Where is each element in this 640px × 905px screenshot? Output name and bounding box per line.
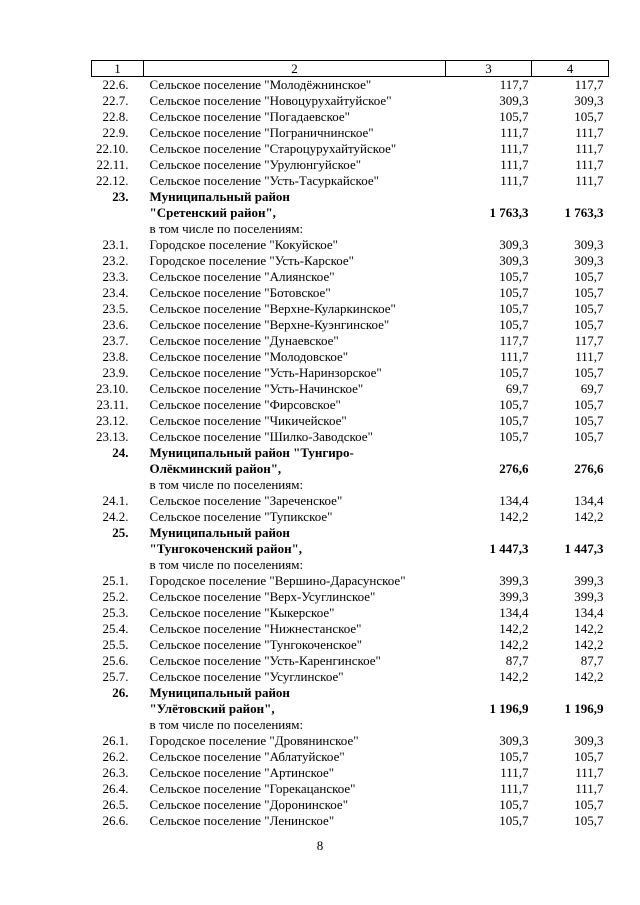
row-number: 25.5. [102,637,129,652]
row-value-col3 [446,525,532,541]
row-value-col4: 309,3 [574,237,604,252]
row-value-col3: 1 196,9 [489,701,529,716]
row-value-col4 [532,221,609,237]
row-value-col4: 117,7 [574,333,604,348]
row-number: 25.7. [102,669,129,684]
row-number [92,701,144,717]
row-name: Сельское поселение "Усть-Начинское" [149,381,364,396]
table-row [92,397,609,413]
district-row [92,189,609,205]
row-number: 25. [112,525,129,540]
row-value-col3 [446,685,532,701]
row-name: "Тунгокоченский район", [149,541,303,556]
row-name: Сельское поселение "Тунгокоченское" [149,637,363,652]
row-name: Сельское поселение "Нижнестанское" [149,621,362,636]
row-name: Сельское поселение "Ботовское" [149,285,331,300]
table-row [92,141,609,157]
row-value-col4 [532,717,609,733]
row-value-col3: 142,2 [499,669,529,684]
row-value-col4: 117,7 [574,77,604,92]
row-value-col4: 111,7 [575,765,604,780]
row-name: Сельское поселение "Усуглинское" [149,669,344,684]
row-value-col3: 309,3 [499,733,529,748]
table-row [92,381,609,397]
district-row [92,525,609,541]
row-value-col3: 111,7 [500,765,529,780]
subheading-row [92,717,609,733]
row-name: Городское поселение "Вершино-Дарасунское" [149,573,406,588]
row-number: 22.7. [102,93,129,108]
table-row [92,669,609,685]
row-name: Сельское поселение "Горекацанское" [149,781,356,796]
district-row [92,205,609,221]
row-value-col4: 105,7 [574,749,604,764]
row-number: 23.9. [102,365,129,380]
table-row [92,93,609,109]
row-number [92,717,144,733]
table-row [92,125,609,141]
row-value-col3: 399,3 [499,573,529,588]
row-number: 26.6. [102,813,129,828]
table-row [92,173,609,189]
table-row [92,333,609,349]
row-value-col3: 105,7 [499,285,529,300]
row-value-col4: 105,7 [574,317,604,332]
row-name: Сельское поселение "Артинское" [149,765,335,780]
table-row [92,301,609,317]
row-name: Муниципальный район [149,685,290,700]
row-value-col3: 142,2 [499,621,529,636]
row-name: Сельское поселение "Новоцурухайтуйское" [149,93,392,108]
row-number: 22.12. [96,173,129,188]
district-row [92,685,609,701]
row-value-col4: 1 763,3 [564,205,604,220]
table-row [92,413,609,429]
row-name: Сельское поселение "Усть-Наринзорское" [149,365,382,380]
row-value-col4: 134,4 [574,493,604,508]
row-value-col3: 111,7 [500,157,529,172]
table-row [92,493,609,509]
row-number: 24.2. [102,509,129,524]
row-number: 23.1. [102,237,129,252]
row-value-col4: 105,7 [574,109,604,124]
table-body [92,61,609,830]
table-row [92,733,609,749]
table-row [92,509,609,525]
row-value-col4: 309,3 [574,93,604,108]
row-number: 24. [112,445,129,460]
row-number: 23.11. [96,397,129,412]
row-value-col3: 142,2 [499,509,529,524]
table-row [92,781,609,797]
budget-table [91,60,609,829]
row-value-col3: 111,7 [500,173,529,188]
row-number: 25.6. [102,653,129,668]
row-value-col4 [532,557,609,573]
table-row [92,237,609,253]
row-value-col4: 87,7 [580,653,604,668]
row-number: 23.4. [102,285,129,300]
row-value-col4: 69,7 [580,381,604,396]
row-number [92,541,144,557]
row-name: Сельское поселение "Доронинское" [149,797,348,812]
row-value-col3: 111,7 [500,349,529,364]
row-number: 23.6. [102,317,129,332]
table-row [92,653,609,669]
row-name: Сельское поселение "Молодёжнинское" [149,77,372,92]
document-page [91,60,608,829]
row-number: 26.1. [102,733,129,748]
row-value-col4: 309,3 [574,733,604,748]
row-value-col3: 105,7 [499,317,529,332]
row-name: Сельское поселение "Шилко-Заводское" [149,429,373,444]
row-value-col3: 105,7 [499,301,529,316]
row-number: 22.11. [96,157,129,172]
row-value-col3: 105,7 [499,365,529,380]
row-value-col4: 142,2 [574,637,604,652]
row-name: Сельское поселение "Погадаевское" [149,109,350,124]
subheading-row [92,477,609,493]
row-name: Городское поселение "Усть-Карское" [149,253,354,268]
row-number: 22.9. [102,125,129,140]
row-name: Сельское поселение "Тупикское" [149,509,333,524]
row-value-col4 [532,525,609,541]
row-value-col3: 134,4 [499,605,529,620]
row-name: в том числе по поселениям: [149,221,304,236]
row-value-col3 [446,477,532,493]
row-value-col4: 111,7 [575,173,604,188]
row-value-col4: 111,7 [575,781,604,796]
header-cell-3: 3 [446,61,532,77]
row-value-col3 [446,557,532,573]
row-value-col4: 142,2 [574,621,604,636]
district-row [92,541,609,557]
row-value-col3: 87,7 [505,653,529,668]
row-name: Олёкминский район", [149,461,282,476]
row-name: Сельское поселение "Усть-Тасуркайское" [149,173,379,188]
header-cell-2: 2 [144,61,446,77]
row-value-col4: 142,2 [574,669,604,684]
table-row [92,349,609,365]
row-name: в том числе по поселениям: [149,477,304,492]
row-value-col4: 1 447,3 [564,541,604,556]
row-value-col4 [532,685,609,701]
row-number: 23.12. [96,413,129,428]
row-number: 25.1. [102,573,129,588]
table-row [92,637,609,653]
table-row [92,269,609,285]
row-number: 23.8. [102,349,129,364]
row-name: Сельское поселение "Староцурухайтуйское" [149,141,397,156]
row-value-col3: 117,7 [499,333,529,348]
table-row [92,573,609,589]
row-value-col3: 309,3 [499,93,529,108]
row-name: Сельское поселение "Верхне-Куэнгинское" [149,317,390,332]
header-cell-4: 4 [532,61,609,77]
row-number: 26.2. [102,749,129,764]
row-name: Сельское поселение "Пограничнинское" [149,125,374,140]
row-value-col4: 399,3 [574,573,604,588]
row-number: 22.6. [102,77,129,92]
row-value-col4 [532,445,609,461]
row-value-col3: 1 447,3 [489,541,529,556]
row-value-col3 [446,717,532,733]
row-number: 22.10. [96,141,129,156]
row-number: 23.13. [96,429,129,444]
row-number: 23. [112,189,129,204]
row-name: Сельское поселение "Усть-Каренгинское" [149,653,381,668]
row-number: 26.3. [102,765,129,780]
row-name: Сельское поселение "Верхне-Куларкинское" [149,301,396,316]
table-row [92,157,609,173]
row-value-col4: 105,7 [574,365,604,380]
row-value-col4: 1 196,9 [564,701,604,716]
row-value-col4: 111,7 [575,157,604,172]
row-number: 26.5. [102,797,129,812]
row-value-col3: 134,4 [499,493,529,508]
row-name: Муниципальный район "Тунгиро- [149,445,354,460]
row-value-col3: 105,7 [499,813,529,828]
row-value-col3: 276,6 [499,461,529,476]
row-value-col3: 105,7 [499,397,529,412]
row-value-col3 [446,189,532,205]
row-number: 26.4. [102,781,129,796]
subheading-row [92,221,609,237]
row-value-col4: 111,7 [575,349,604,364]
row-number [92,477,144,493]
row-value-col3: 111,7 [500,125,529,140]
row-value-col4: 105,7 [574,797,604,812]
row-name: Сельское поселение "Аблатуйское" [149,749,345,764]
row-value-col4: 134,4 [574,605,604,620]
row-value-col3: 142,2 [499,637,529,652]
row-number [92,461,144,477]
row-number: 25.2. [102,589,129,604]
row-value-col4: 105,7 [574,269,604,284]
row-number: 22.8. [102,109,129,124]
row-name: Сельское поселение "Верх-Усуглинское" [149,589,376,604]
row-number [92,221,144,237]
row-name: Муниципальный район [149,525,290,540]
district-row [92,701,609,717]
row-value-col4: 105,7 [574,397,604,412]
row-value-col3: 309,3 [499,253,529,268]
table-row [92,797,609,813]
row-number [92,557,144,573]
row-number [92,205,144,221]
table-row [92,109,609,125]
row-name: "Улётовский район", [149,701,275,716]
row-value-col3: 105,7 [499,429,529,444]
row-value-col4 [532,189,609,205]
row-value-col3: 105,7 [499,109,529,124]
table-row [92,749,609,765]
row-name: Сельское поселение "Алиянское" [149,269,335,284]
row-value-col3 [446,445,532,461]
row-value-col4: 105,7 [574,413,604,428]
row-name: Сельское поселение "Ленинское" [149,813,335,828]
row-value-col4: 142,2 [574,509,604,524]
subheading-row [92,557,609,573]
table-row [92,813,609,829]
header-cell-1: 1 [92,61,144,77]
row-name: Сельское поселение "Урулюнгуйское" [149,157,362,172]
row-value-col4: 399,3 [574,589,604,604]
row-name: Муниципальный район [149,189,290,204]
header-row [92,61,609,77]
table-row [92,253,609,269]
row-number: 24.1. [102,493,129,508]
row-number: 25.3. [102,605,129,620]
page-number: 8 [316,838,324,853]
row-value-col3: 111,7 [500,781,529,796]
row-value-col3: 105,7 [499,797,529,812]
table-row [92,365,609,381]
row-number: 23.3. [102,269,129,284]
table-row [92,429,609,445]
row-value-col4: 105,7 [574,429,604,444]
row-value-col4: 105,7 [574,301,604,316]
row-name: "Сретенский район", [149,205,276,220]
table-row [92,621,609,637]
row-number: 26. [112,685,129,700]
row-name: Сельское поселение "Чикичейское" [149,413,347,428]
row-value-col3: 309,3 [499,237,529,252]
row-value-col3: 105,7 [499,749,529,764]
district-row [92,445,609,461]
row-value-col3: 111,7 [500,141,529,156]
row-value-col4: 111,7 [575,125,604,140]
row-name: Сельское поселение "Зареченское" [149,493,343,508]
table-row [92,605,609,621]
row-value-col3: 117,7 [499,77,529,92]
row-number: 23.10. [96,381,129,396]
row-number: 23.7. [102,333,129,348]
row-value-col3: 105,7 [499,413,529,428]
row-number: 23.5. [102,301,129,316]
row-value-col4: 105,7 [574,285,604,300]
row-name: Сельское поселение "Фирсовское" [149,397,341,412]
row-value-col4: 276,6 [574,461,604,476]
row-value-col4 [532,477,609,493]
row-value-col3: 1 763,3 [489,205,529,220]
row-number: 23.2. [102,253,129,268]
row-name: Городское поселение "Дровянинское" [149,733,359,748]
row-name: в том числе по поселениям: [149,717,304,732]
row-value-col3: 399,3 [499,589,529,604]
row-value-col4: 105,7 [574,813,604,828]
table-row [92,77,609,94]
district-row [92,461,609,477]
row-number: 25.4. [102,621,129,636]
row-value-col3: 105,7 [499,269,529,284]
row-name: Сельское поселение "Молодовское" [149,349,349,364]
row-name: Сельское поселение "Дунаевское" [149,333,339,348]
table-row [92,589,609,605]
row-value-col4: 111,7 [575,141,604,156]
row-value-col3 [446,221,532,237]
row-name: Городское поселение "Кокуйское" [149,237,338,252]
row-value-col4: 309,3 [574,253,604,268]
row-value-col3: 69,7 [505,381,529,396]
table-row [92,285,609,301]
table-row [92,765,609,781]
table-row [92,317,609,333]
row-name: в том числе по поселениям: [149,557,304,572]
row-name: Сельское поселение "Кыкерское" [149,605,335,620]
